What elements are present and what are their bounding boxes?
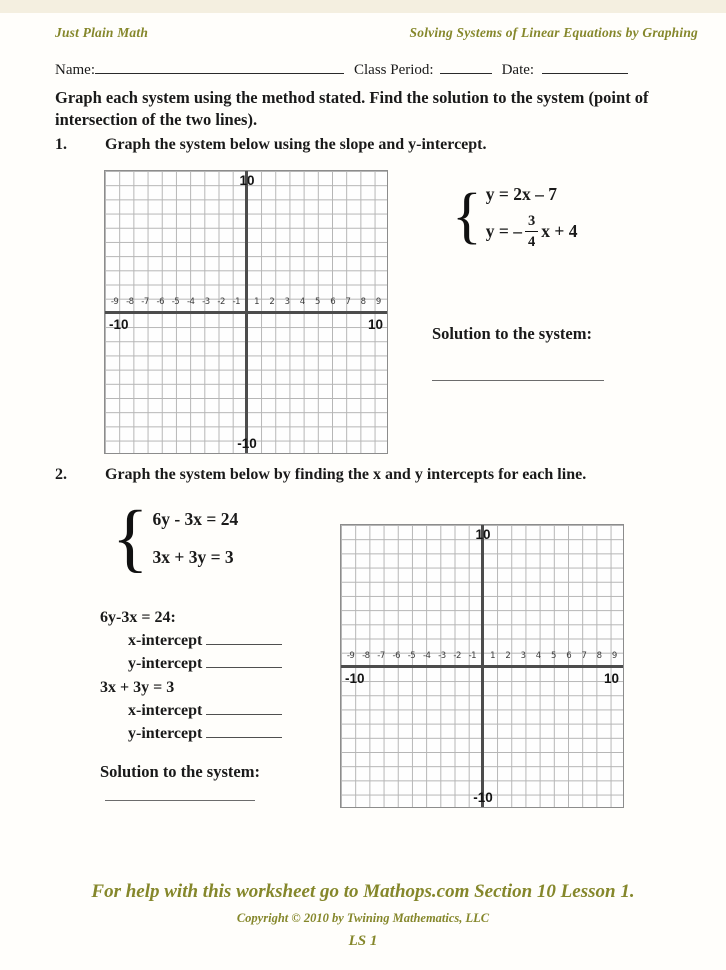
x-tick-label: -9 [346,651,355,661]
x-tick-label: 8 [360,297,366,307]
system-brace: { [452,181,482,250]
graph-2 [340,524,624,808]
name-label: Name: [55,62,95,78]
eq1-x-intercept-row: x-intercept [100,629,282,652]
fraction-three-fourths: $\frac{3}{4}$ [525,214,538,249]
eq2-y-intercept-row: y-intercept [100,722,282,745]
class-period-label: Class Period: [353,62,434,78]
page-title: Solving Systems of Linear Equations by Graphing [409,25,698,40]
y-min-label: -10 [473,790,493,805]
x-tick-label: -7 [377,651,385,661]
x-tick-label: 1 [490,651,496,661]
graph-1 [104,170,388,454]
x-axis [341,665,623,668]
x-axis [105,311,387,314]
x-tick-label: 3 [520,651,526,661]
x-tick-label: -2 [217,297,225,307]
x-tick-label: 4 [535,651,541,661]
x-min-label: -10 [345,671,365,686]
x-tick-label: 9 [611,651,617,661]
x-tick-label: 6 [566,651,572,661]
x-tick-label: 7 [345,297,351,307]
x-tick-label: -7 [141,297,149,307]
problem-1-solution-label: Solution to the system: [432,324,592,343]
x-axis-positive-tick-labels [249,297,386,310]
x-tick-label: 5 [551,651,556,661]
x-tick-label: 9 [375,297,381,307]
work-eq1-heading: 6y-3x = 24: [100,609,176,626]
x-tick-label: -4 [422,651,431,661]
system-1-equation-2: y = – $\frac{3}{4}$ x + 4 [485,213,578,250]
system-1-equations [452,181,578,250]
problem-2-prompt: Graph the system below by finding the x and y intercepts for each line. [105,466,587,483]
y-min-label: -10 [237,436,257,451]
brand-title: Just Plain Math [55,25,149,40]
system-1-equation-1: y = 2x – 7 [485,184,557,204]
problem-2-work-area [100,606,282,745]
footer-copyright: Copyright © 2010 by Twining Mathematics, LLC [236,911,490,925]
system-2-equations [112,496,239,580]
x-max-label: 10 [603,671,619,686]
x-tick-label: -9 [110,297,119,307]
date-blank [542,60,628,74]
x-tick-label: -3 [438,651,446,661]
x-tick-label: -1 [468,651,477,661]
x-tick-label: -4 [186,297,195,307]
system-2-equation-1: 6y - 3x = 24 [152,508,239,529]
y-max-label: 10 [239,173,255,188]
x-tick-label: 2 [269,297,275,307]
problem-1-prompt: Graph the system below using the slope and y-intercept. [105,136,487,153]
eq1-x-intercept-blank [206,633,282,645]
x-min-label: -10 [109,317,129,332]
y-max-label: 10 [475,527,491,542]
system-brace: { [112,496,149,580]
name-blank [95,60,344,74]
problem-1-solution-blank [432,380,604,381]
x-tick-label: -8 [126,297,134,307]
date-label: Date: [501,62,535,78]
eq1-y-intercept-blank [206,656,282,668]
scan-artifact-band [0,0,726,13]
x-tick-label: 2 [505,651,511,661]
x-max-label: 10 [367,317,383,332]
x-tick-label: -1 [232,297,241,307]
eq1-y-intercept-row: y-intercept [100,652,282,675]
x-tick-label: -5 [171,297,180,307]
problem-2-solution-blank [105,800,255,801]
x-tick-label: 5 [315,297,320,307]
x-tick-label: -2 [453,651,461,661]
x-tick-label: -3 [202,297,210,307]
x-axis-positive-tick-labels [485,651,622,664]
eq2-x-intercept-blank [206,703,282,715]
eq2-y-intercept-blank [206,726,282,738]
x-tick-label: 4 [299,297,305,307]
footer-help-text: For help with this worksheet go to Mathops.com Section 10 Lesson 1. [91,881,635,902]
x-tick-label: -6 [392,651,400,661]
system-2-equation-2: 3x + 3y = 3 [152,546,234,567]
x-tick-label: -6 [156,297,164,307]
x-tick-label: 1 [254,297,260,307]
x-tick-label: 7 [581,651,587,661]
x-tick-label: -8 [362,651,370,661]
work-eq2-heading: 3x + 3y = 3 [100,678,175,696]
problem-1-number: 1. [55,136,67,153]
worksheet-instructions: Graph each system using the method stated. Find the solution to the system (point of intersection of the two lines). [55,88,649,129]
x-tick-label: 8 [596,651,602,661]
problem-2-solution-label: Solution to the system: [100,762,260,781]
x-axis-negative-tick-labels [343,651,480,664]
class-period-blank [440,60,492,74]
problem-2-heading [55,466,586,484]
problem-2-number: 2. [55,466,67,483]
x-tick-label: -5 [407,651,416,661]
x-tick-label: 3 [284,297,290,307]
x-axis-negative-tick-labels [107,297,244,310]
x-tick-label: 6 [330,297,336,307]
student-info-line [55,60,700,79]
footer-lesson-code: LS 1 [348,933,378,949]
problem-1-heading [55,136,487,154]
eq2-x-intercept-row: x-intercept [100,699,282,722]
